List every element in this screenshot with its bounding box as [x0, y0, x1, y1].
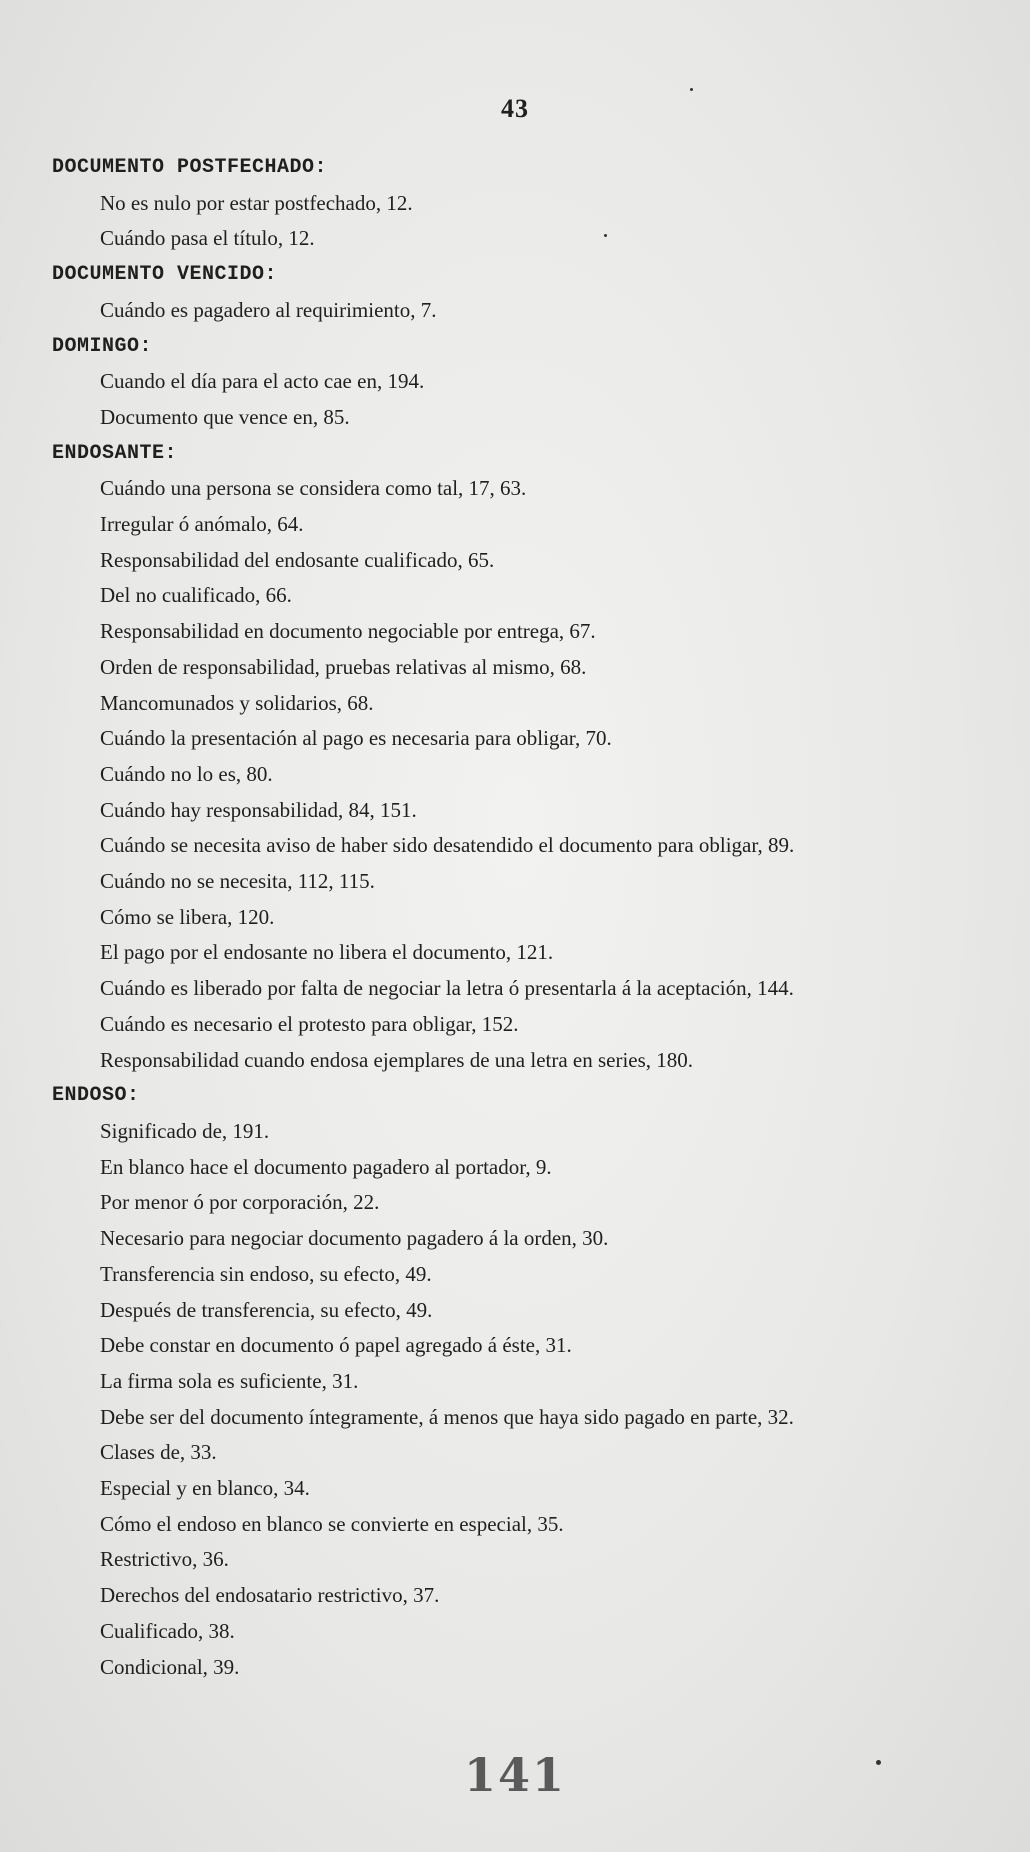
- index-entry: Cómo se libera, 120.: [100, 904, 275, 929]
- section-heading: DOCUMENTO VENCIDO:: [52, 263, 278, 287]
- index-entry: Cuándo la presentación al pago es necesaria para obligar, 70.: [100, 726, 612, 751]
- index-entry: Cuándo es necesario el protesto para obligar, 152.: [100, 1011, 519, 1036]
- index-entry: Cuándo hay responsabilidad, 84, 151.: [100, 797, 417, 822]
- index-entry: El pago por el endosante no libera el documento, 121.: [100, 940, 554, 965]
- index-entry: Por menor ó por corporación, 22.: [100, 1190, 380, 1215]
- index-entry: Mancomunados y solidarios, 68.: [100, 690, 374, 715]
- index-entry: Responsabilidad del endosante cualificado, 65.: [100, 547, 495, 572]
- index-entry: Especial y en blanco, 34.: [100, 1476, 310, 1501]
- index-entry: Derechos del endosatario restrictivo, 37.: [100, 1583, 440, 1608]
- index-entry: Orden de responsabilidad, pruebas relativas al mismo, 68.: [100, 654, 587, 679]
- index-entry: Restrictivo, 36.: [100, 1547, 229, 1572]
- index-entry: Cuándo no se necesita, 112, 115.: [100, 869, 375, 894]
- index-entry: Cuando el día para el acto cae en, 194.: [100, 369, 425, 394]
- index-entry: Debe ser del documento íntegramente, á menos que haya sido pagado en parte, 32.: [100, 1404, 794, 1429]
- index-entry: Transferencia sin endoso, su efecto, 49.: [100, 1261, 432, 1286]
- index-entry: Documento que vence en, 85.: [100, 404, 350, 429]
- page-number: 43: [501, 94, 529, 123]
- index-entry: Cuándo pasa el título, 12.: [100, 226, 315, 251]
- index-entry: Cuándo una persona se considera como tal, 17, 63.: [100, 476, 527, 501]
- paper-speck: [604, 234, 607, 237]
- paper-speck: [876, 1760, 881, 1765]
- section-heading: DOMINGO:: [52, 334, 153, 358]
- paper-speck: [690, 88, 693, 91]
- index-entry: Cómo el endoso en blanco se convierte en especial, 35.: [100, 1511, 564, 1536]
- index-entry: Necesario para negociar documento pagadero á la orden, 30.: [100, 1226, 609, 1251]
- index-entry: Cuándo es pagadero al requirimiento, 7.: [100, 297, 437, 322]
- index-entry: Irregular ó anómalo, 64.: [100, 512, 304, 537]
- index-entry: Condicional, 39.: [100, 1654, 240, 1679]
- index-entry: Responsabilidad cuando endosa ejemplares de una letra en series, 180.: [100, 1047, 694, 1072]
- index-entry: En blanco hace el documento pagadero al portador, 9.: [100, 1154, 552, 1179]
- index-entry: Significado de, 191.: [100, 1118, 270, 1143]
- index-entry: La firma sola es suficiente, 31.: [100, 1368, 359, 1393]
- stamp-number: 141: [463, 1748, 567, 1802]
- index-entry: Después de transferencia, su efecto, 49.: [100, 1297, 433, 1322]
- index-list: [52, 150, 972, 1685]
- index-entry: Responsabilidad en documento negociable por entrega, 67.: [100, 619, 596, 644]
- index-entry: Cualificado, 38.: [100, 1618, 235, 1643]
- section-heading: ENDOSO:: [52, 1084, 140, 1108]
- index-entry: Cuándo se necesita aviso de haber sido desatendido el documento para obligar, 89.: [100, 833, 795, 858]
- index-entry: Cuándo es liberado por falta de negociar la letra ó presentarla á la aceptación, 144.: [100, 976, 794, 1001]
- index-entry: Clases de, 33.: [100, 1440, 217, 1465]
- index-entry: Cuándo no lo es, 80.: [100, 761, 273, 786]
- index-entry: No es nulo por estar postfechado, 12.: [100, 190, 413, 215]
- section-heading: ENDOSANTE:: [52, 441, 178, 465]
- section-heading: DOCUMENTO POSTFECHADO:: [52, 156, 328, 179]
- index-entry: Debe constar en documento ó papel agregado á éste, 31.: [100, 1333, 572, 1358]
- index-entry: Del no cualificado, 66.: [100, 583, 292, 608]
